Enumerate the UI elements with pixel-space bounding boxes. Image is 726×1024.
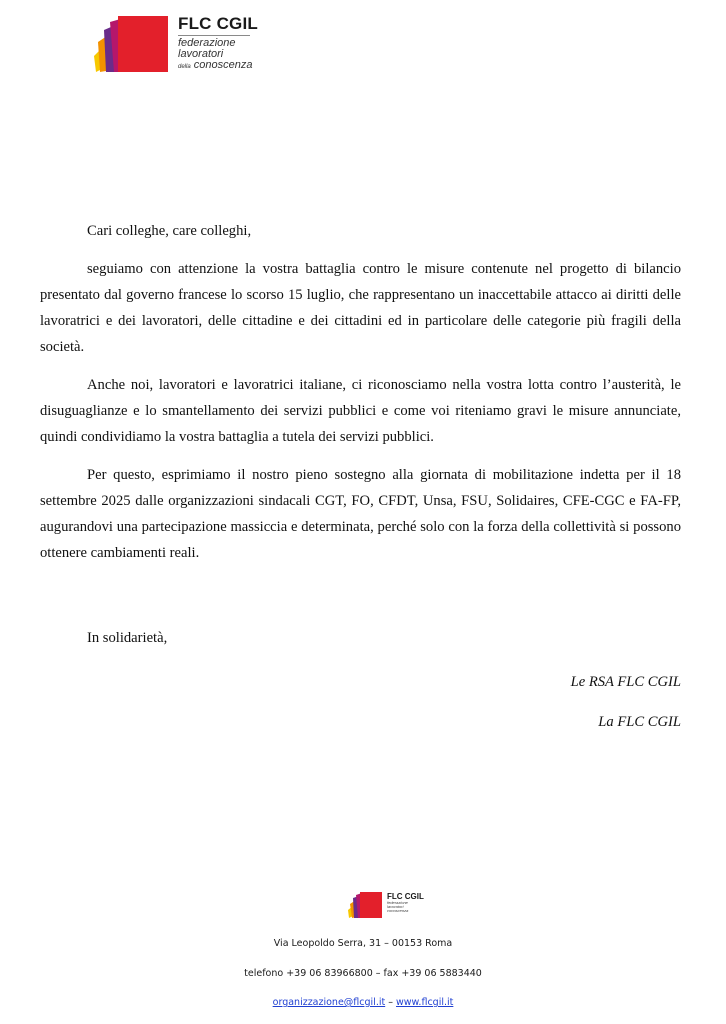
logo-line-3-prefix: della xyxy=(178,64,191,70)
footer-address: Via Leopoldo Serra, 31 – 00153 Roma xyxy=(273,938,453,949)
footer-phones: telefono +39 06 83966800 – fax +39 06 5883440 xyxy=(244,968,482,979)
footer-logo-title: FLC CGIL xyxy=(387,892,424,901)
header-logo-text xyxy=(178,14,258,73)
footer-logo xyxy=(347,888,427,918)
flc-cgil-logo-mark-icon xyxy=(90,16,170,72)
logo-divider xyxy=(178,35,250,36)
paragraph-1: seguiamo con attenzione la vostra battaglia contro le misure contenute nel progetto di bilancio presentato dal governo francese lo scorso 15 luglio, che rappresentano un inaccettabile attacco ai diritti delle lavoratrici e dei lavoratori, delle cittadine e dei cittadini ed in particolare delle categorie più fragili della società. xyxy=(40,261,681,355)
letter-body xyxy=(40,218,681,578)
website-link[interactable]: www.flcgil.it xyxy=(396,997,454,1008)
footer-logo-line-2: lavoratori xyxy=(387,904,404,909)
logo-line-2: lavoratori xyxy=(178,48,224,60)
logo-line-3-word: conoscenza xyxy=(193,59,253,71)
signature-rsa: Le RSA FLC CGIL xyxy=(570,674,681,690)
logo-title: FLC CGIL xyxy=(178,14,258,33)
salutation: Cari colleghe, care colleghi, xyxy=(87,223,252,239)
footer-links xyxy=(0,997,726,1008)
footer-link-separator: – xyxy=(385,997,396,1008)
paragraph-2: Anche noi, lavoratori e lavoratrici italiane, ci riconosciamo nella vostra lotta contro l’austerità, le disuguaglianze e lo smantellamento dei servizi pubblici e come voi riteniamo gravi le misure annunciate, quindi condividiamo la vostra battaglia a tutela dei servizi pubblici. xyxy=(40,377,681,445)
header-logo xyxy=(90,14,270,74)
logo-line-3 xyxy=(178,60,258,73)
logo-line-1: federazione xyxy=(178,37,236,49)
closing: In solidarietà, xyxy=(87,630,168,646)
footer-logo-text xyxy=(387,892,424,913)
footer-logo-line-1: federazione xyxy=(387,900,408,905)
email-link[interactable]: organizzazione@flcgil.it xyxy=(272,997,386,1008)
paragraph-3: Per questo, esprimiamo il nostro pieno sostegno alla giornata di mobilitazione indetta per il 18 settembre 2025 dalle organizzazioni sindacali CGT, FO, CFDT, Unsa, FSU, Solidaires, CFE-CGC e FA-FP, augurandovi una partecipazione massiccia e determinata, perché solo con la forza della collettività si possono ottenere cambiamenti reali. xyxy=(40,467,681,561)
footer-logo-line-3: conoscenza xyxy=(387,908,409,913)
footer-logo-mark-icon xyxy=(347,892,383,918)
signature-flc: La FLC CGIL xyxy=(598,714,681,730)
